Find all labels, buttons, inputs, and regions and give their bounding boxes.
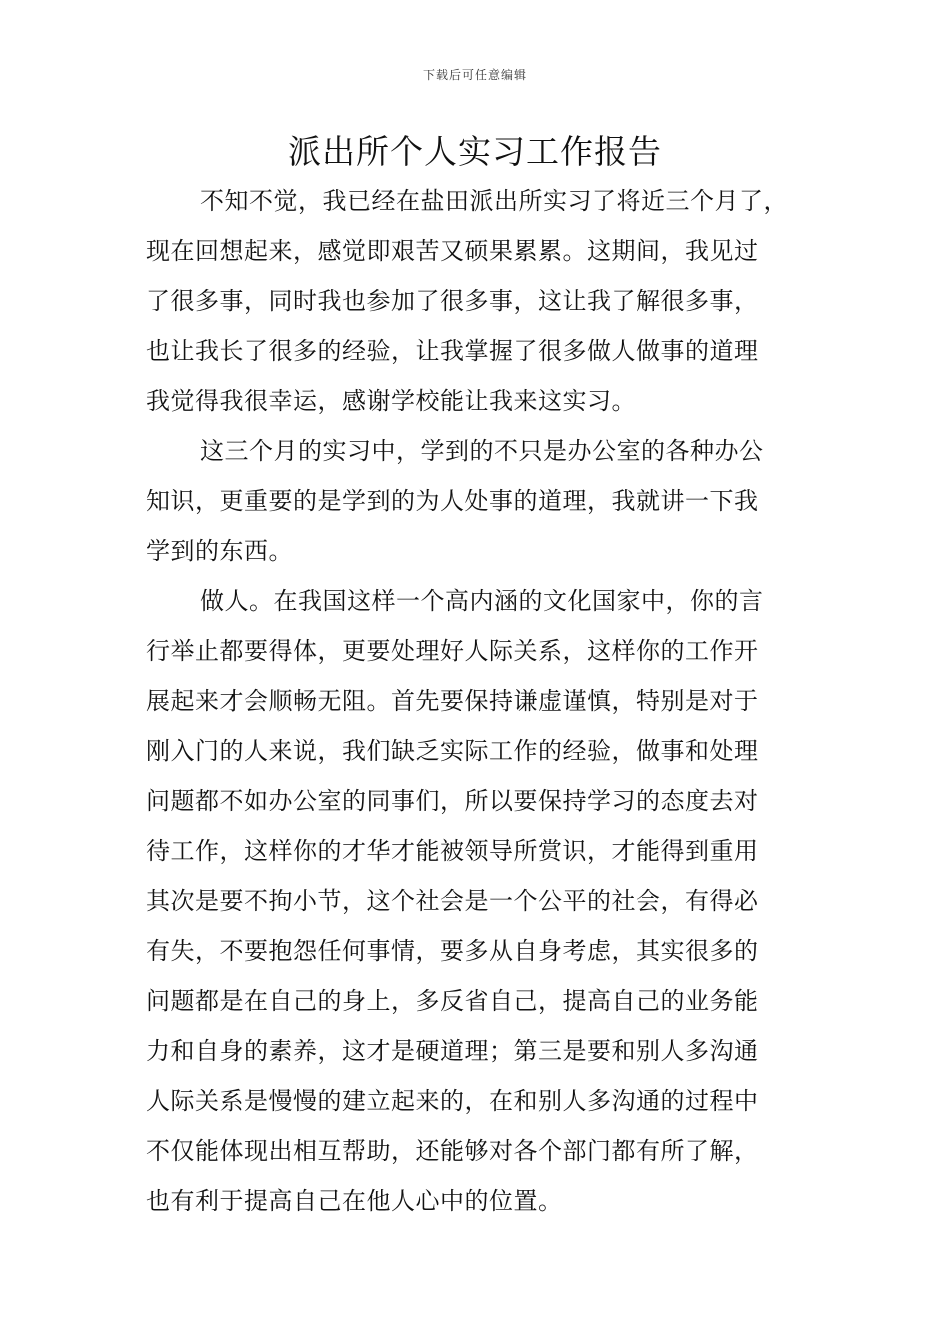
text-line: 做人。在我国这样一个高内涵的文化国家中，你的言 bbox=[200, 587, 764, 615]
text-line: 现在回想起来，感觉即艰苦又硕果累累。这期间，我见过 bbox=[146, 237, 759, 265]
text-line: 行举止都要得体，更要处理好人际关系，这样你的工作开 bbox=[146, 637, 759, 665]
text-line: 刚入门的人来说，我们缺乏实际工作的经验，做事和处理 bbox=[146, 737, 759, 765]
document-title: 派出所个人实习工作报告 bbox=[288, 132, 662, 171]
document-body bbox=[146, 176, 818, 1226]
text-line: 其次是要不拘小节，这个社会是一个公平的社会，有得必 bbox=[146, 887, 759, 915]
text-line: 问题都是在自己的身上，多反省自己，提高自己的业务能 bbox=[146, 987, 759, 1015]
text-line: 知识，更重要的是学到的为人处事的道理，我就讲一下我 bbox=[146, 487, 759, 515]
text-line: 问题都不如办公室的同事们，所以要保持学习的态度去对 bbox=[146, 787, 759, 815]
text-line: 了很多事，同时我也参加了很多事，这让我了解很多事， bbox=[146, 287, 759, 315]
text-line: 有失，不要抱怨任何事情，要多从自身考虑，其实很多的 bbox=[146, 937, 759, 965]
text-line: 我觉得我很幸运，感谢学校能让我来这实习。 bbox=[146, 387, 636, 415]
text-line: 人际关系是慢慢的建立起来的，在和别人多沟通的过程中 bbox=[146, 1087, 759, 1115]
text-line: 展起来才会顺畅无阻。首先要保持谦虚谨慎，特别是对于 bbox=[146, 687, 759, 715]
text-line: 也有利于提高自己在他人心中的位置。 bbox=[146, 1187, 563, 1215]
text-line: 学到的东西。 bbox=[146, 537, 293, 565]
text-line: 不知不觉，我已经在盐田派出所实习了将近三个月了， bbox=[200, 187, 788, 215]
text-line: 这三个月的实习中，学到的不只是办公室的各种办公 bbox=[200, 437, 764, 465]
text-line: 也让我长了很多的经验，让我掌握了很多做人做事的道理 bbox=[146, 337, 759, 365]
text-line: 不仅能体现出相互帮助，还能够对各个部门都有所了解， bbox=[146, 1137, 759, 1165]
header-note: 下载后可任意编辑 bbox=[422, 68, 527, 82]
text-line: 待工作，这样你的才华才能被领导所赏识，才能得到重用 bbox=[146, 837, 759, 865]
text-line: 力和自身的素养，这才是硬道理；第三是要和别人多沟通 bbox=[146, 1037, 759, 1065]
